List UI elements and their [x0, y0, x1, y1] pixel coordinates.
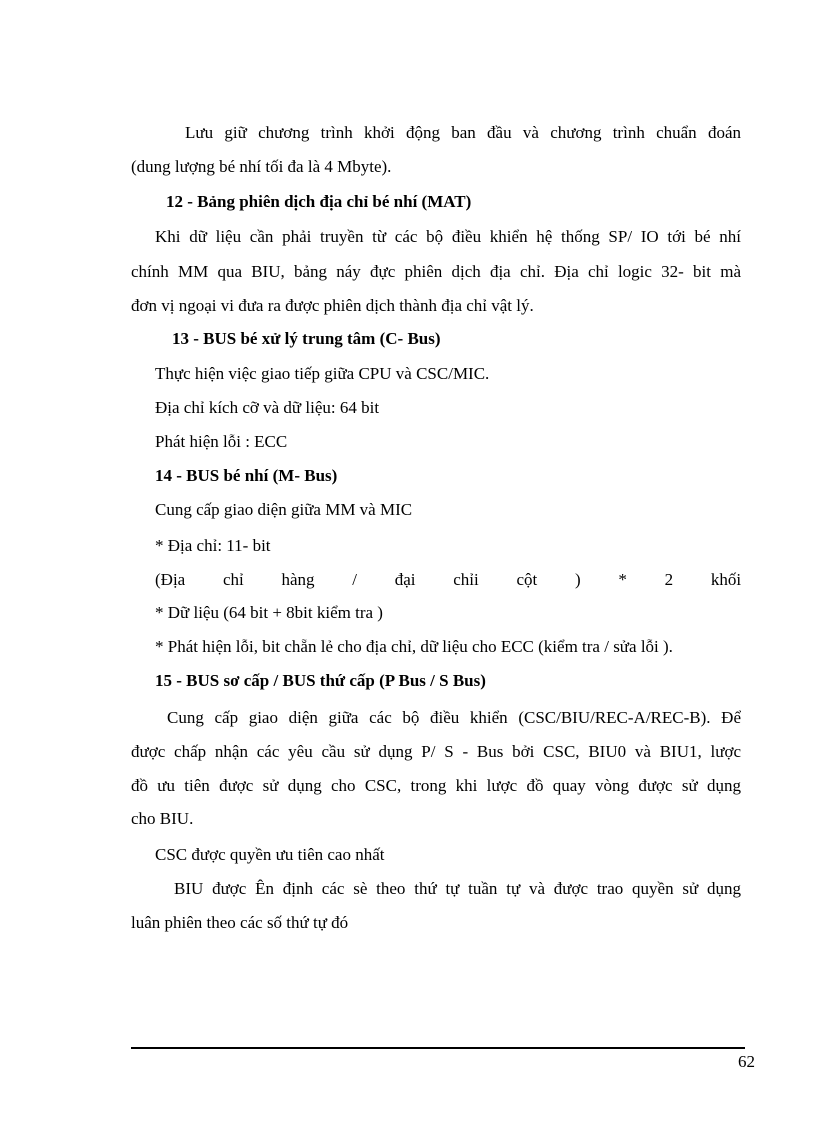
paragraph-line: chính MM qua BIU, bảng náy đực phiên dịch địa chỉ. Địa chỉ logic 32- bit mà	[131, 262, 741, 281]
paragraph-line: BIU được Ên định các sè theo thứ tự tuần tự và được trao quyền sử dụng	[174, 879, 741, 898]
word: )	[574, 570, 581, 589]
section-heading-14: 14 - BUS bé nhí (M- Bus)	[155, 466, 338, 485]
section-heading-15: 15 - BUS sơ cấp / BUS thứ cấp (P Bus / S Bus)	[155, 671, 486, 690]
spaced-line	[155, 570, 741, 590]
word: cột	[516, 570, 538, 589]
paragraph-line: Khi dữ liệu cần phải truyền từ các bộ điều khiển hệ thống SP/ IO tới bé nhí	[155, 227, 741, 246]
footer-rule	[131, 1047, 745, 1049]
paragraph-line: luân phiên theo các số thứ tự đó	[131, 913, 349, 932]
paragraph-line: đồ ưu tiên được sử dụng cho CSC, trong khi lược đồ quay vòng được sử dụng	[131, 776, 741, 795]
paragraph-line: Cung cấp giao diện giữa MM và MIC	[155, 500, 413, 519]
word: hàng	[281, 570, 315, 589]
paragraph-line: CSC được quyền ưu tiên cao nhất	[155, 845, 385, 864]
paragraph-line: Địa chỉ kích cỡ và dữ liệu: 64 bit	[155, 398, 380, 417]
paragraph-line: * Dữ liệu (64 bit + 8bit kiểm tra )	[155, 603, 383, 622]
word: *	[618, 570, 627, 589]
paragraph-line: Phát hiện lỗi : ECC	[155, 432, 288, 451]
word: chỉ	[222, 570, 244, 589]
word: chỉi	[453, 570, 479, 589]
word: 2	[664, 570, 674, 589]
paragraph-line: Thực hiện việc giao tiếp giữa CPU và CSC/MIC.	[155, 364, 490, 383]
paragraph-line: Cung cấp giao diện giữa các bộ điều khiển (CSC/BIU/REC-A/REC-B). Để	[167, 708, 741, 727]
paragraph-line: đơn vị ngoại vi đưa ra được phiên dịch thành địa chỉ vật lý.	[131, 296, 534, 315]
word: đại	[394, 570, 416, 589]
paragraph-line: * Địa chỉ: 11- bit	[155, 536, 271, 555]
word: khối	[710, 570, 742, 589]
section-heading-12: 12 - Bảng phiên dịch địa chỉ bé nhí (MAT)	[166, 192, 472, 211]
word: (Địa	[155, 570, 186, 589]
paragraph-line: cho BIU.	[131, 809, 194, 828]
paragraph-line: được chấp nhận các yêu cầu sử dụng P/ S - Bus bởi CSC, BIU0 và BIU1, lược	[131, 742, 741, 761]
paragraph-line: Lưu giữ chương trình khởi động ban đầu và chương trình chuẩn đoán	[185, 123, 741, 142]
paragraph-line: * Phát hiện lỗi, bit chẵn lẻ cho địa chỉ, dữ liệu cho ECC (kiểm tra / sửa lỗi ).	[155, 637, 673, 656]
word: /	[352, 570, 357, 589]
page-number: 62	[738, 1052, 755, 1071]
section-heading-13: 13 - BUS bé xử lý trung tâm (C- Bus)	[172, 329, 441, 348]
paragraph-line: (dung lượng bé nhí tối đa là 4 Mbyte).	[131, 157, 392, 176]
